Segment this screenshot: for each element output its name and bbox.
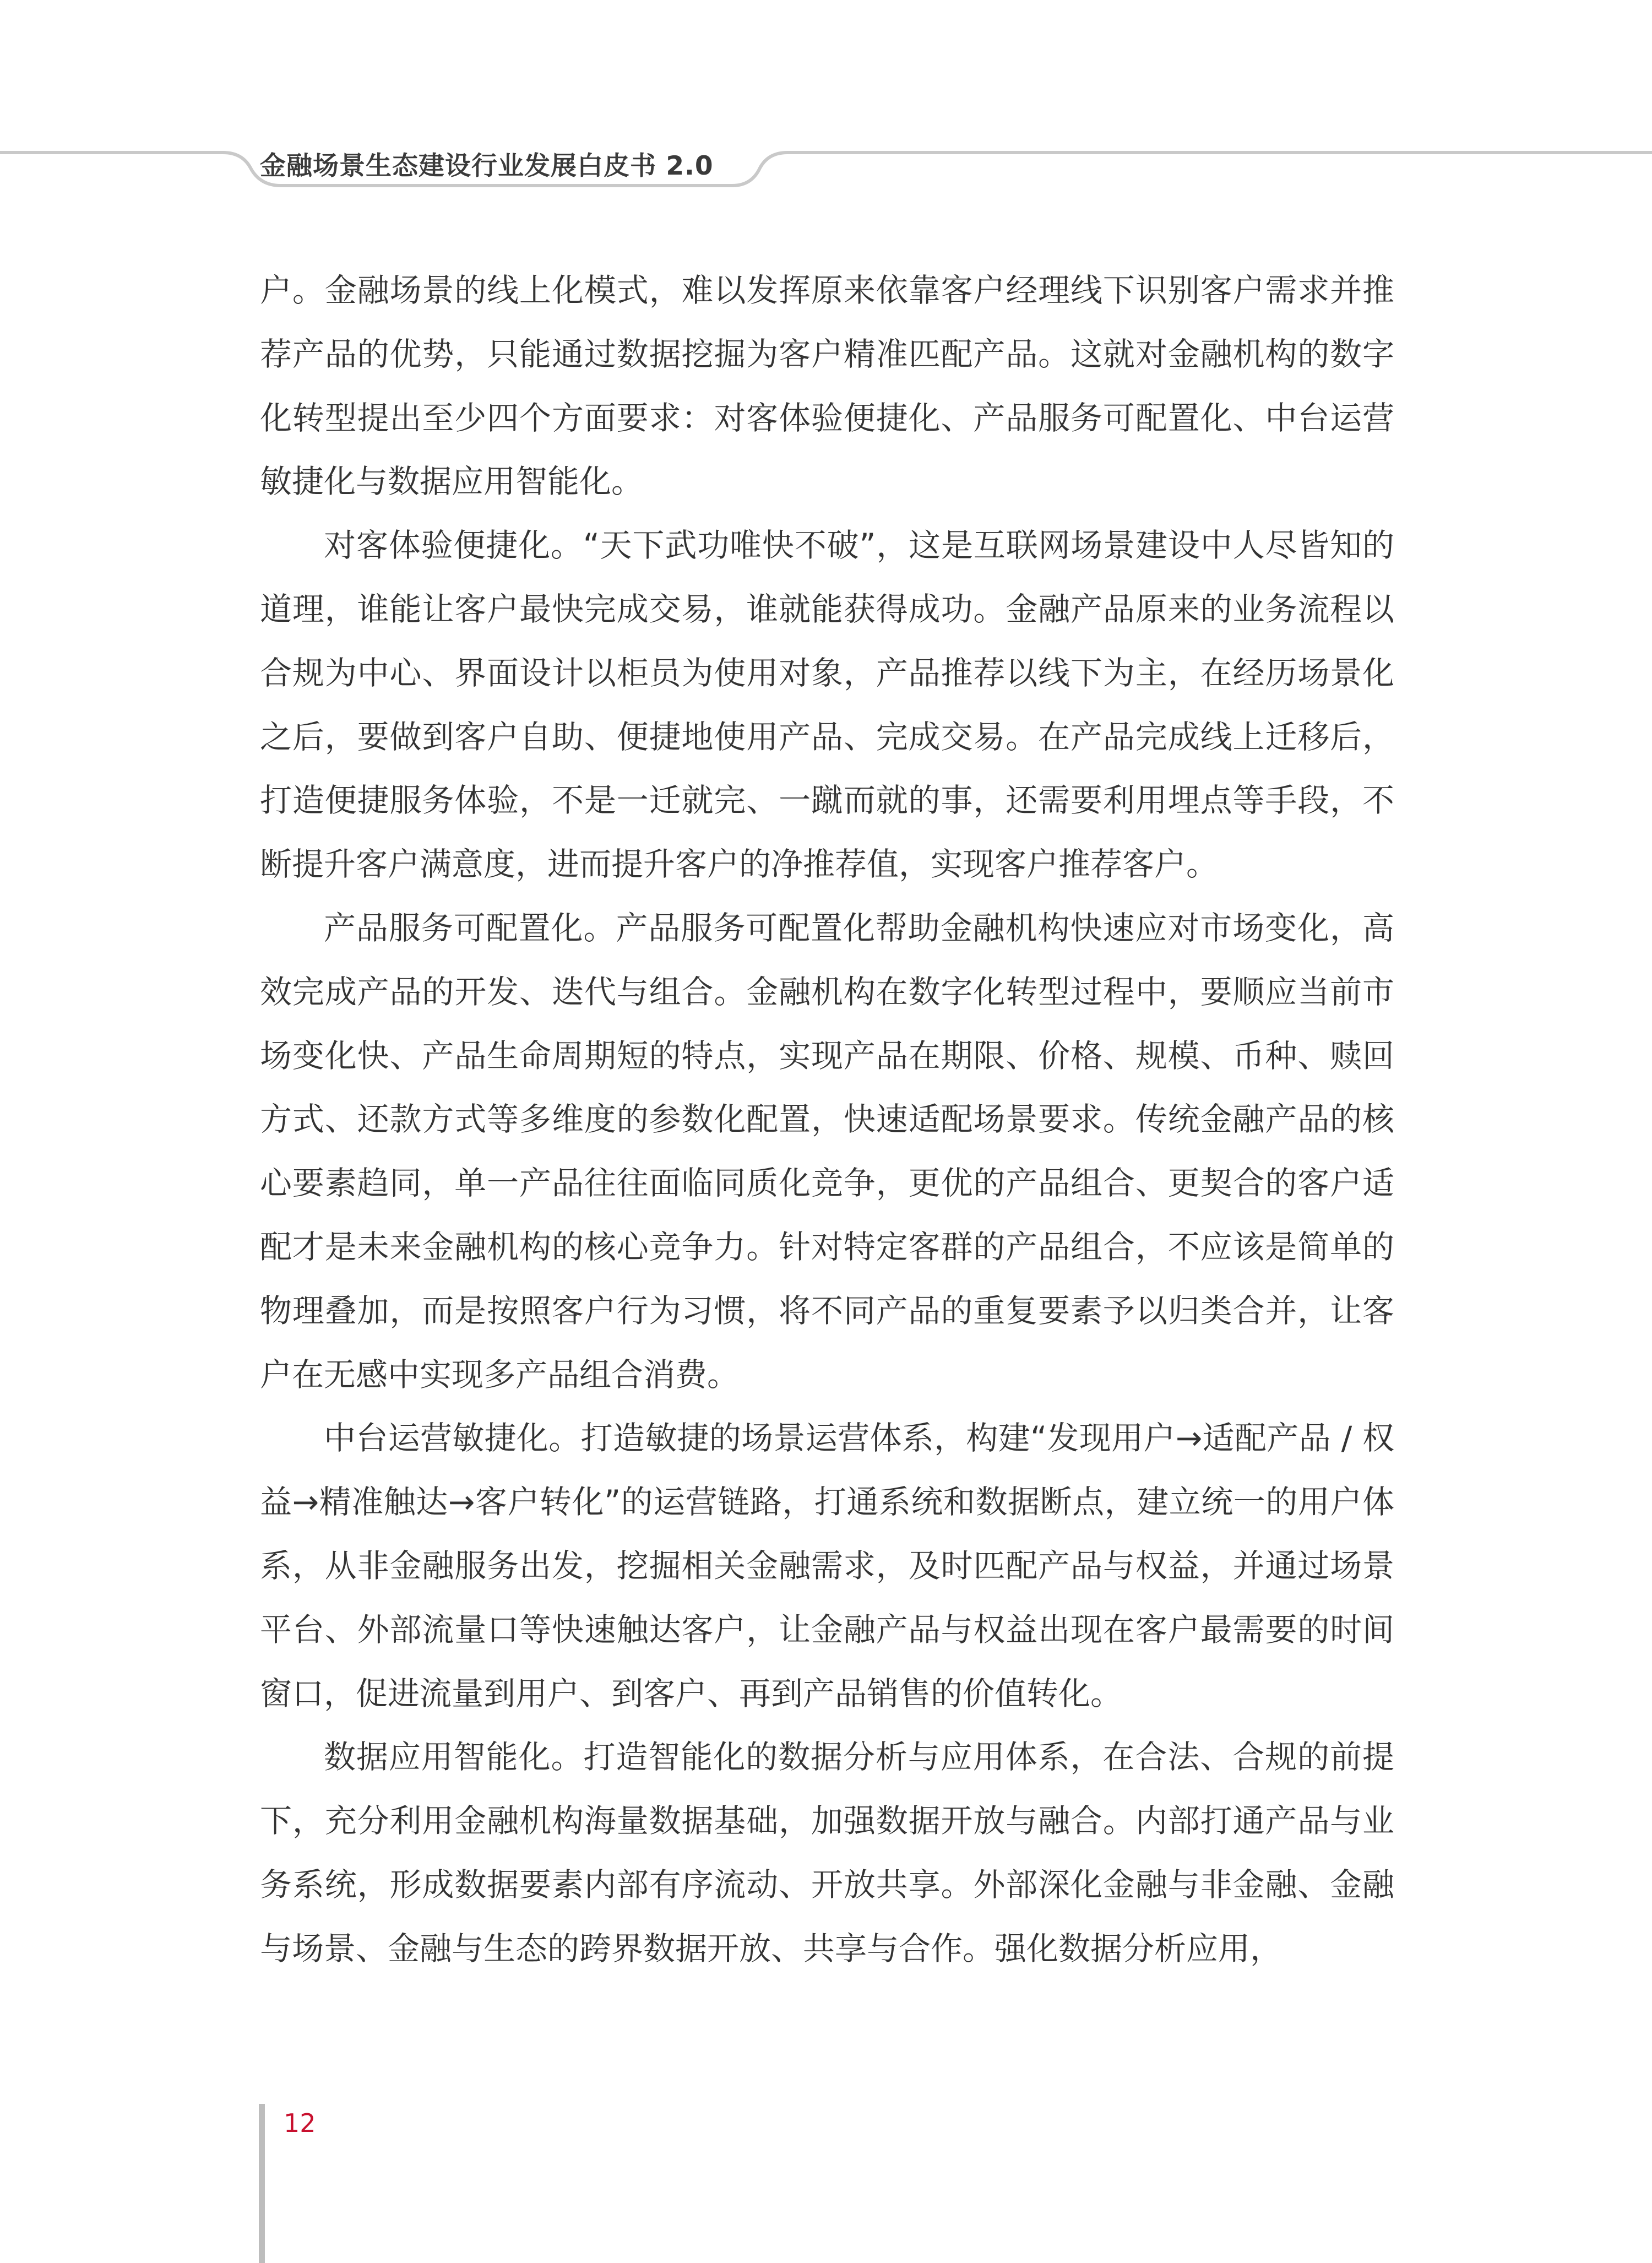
footer-accent-bar — [259, 2104, 265, 2263]
header-rule — [0, 153, 1652, 186]
paragraph-product-configuration: 产品服务可配置化。产品服务可配置化帮助金融机构快速应对市场变化，高效完成产品的开发、迭代与组合。金融机构在数字化转型过程中，要顺应当前市场变化快、产品生命周期短的特点，实现产品在期限、价格、规模、币种、赎回方式、还款方式等多维度的参数化配置，快速适配场景要求。传统金融产品的核心要素趋同，单一产品往往面临同质化竞争，更优的产品组合、更契合的客户适配才是未来金融机构的核心竞争力。针对特定客群的产品组合，不应该是简单的物理叠加，而是按照客户行为习惯，将不同产品的重复要素予以归类合并，让客户在无感中实现多产品组合消费。 — [260, 909, 1394, 1393]
body-text — [260, 259, 1394, 1981]
paragraph-customer-experience: 对客体验便捷化。“天下武功唯快不破”，这是互联网场景建设中人尽皆知的道理，谁能让客户最快完成交易，谁就能获得成功。金融产品原来的业务流程以合规为中心、界面设计以柜员为使用对象，产品推荐以线下为主，在经历场景化之后，要做到客户自助、便捷地使用产品、完成交易。在产品完成线上迁移后，打造便捷服务体验，不是一迁就完、一蹴而就的事，还需要利用埋点等手段，不断提升客户满意度，进而提升客户的净推荐值，实现客户推荐客户。 — [260, 527, 1394, 883]
running-header-title: 金融场景生态建设行业发展白皮书 2.0 — [260, 151, 714, 181]
header-frame — [0, 0, 1652, 220]
paragraph-middle-office-agility: 中台运营敏捷化。打造敏捷的场景运营体系，构建“发现用户→适配产品 / 权益→精准触达→客户转化”的运营链路，打通系统和数据断点，建立统一的用户体系，从非金融服务出发，挖掘相关金融需求，及时匹配产品与权益，并通过场景平台、外部流量口等快速触达客户，让金融产品与权益出现在客户最需要的时间窗口，促进流量到用户、到客户、再到产品销售的价值转化。 — [260, 1419, 1394, 1712]
paragraph-continuation: 户。金融场景的线上化模式，难以发挥原来依靠客户经理线下识别客户需求并推荐产品的优势，只能通过数据挖掘为客户精准匹配产品。这就对金融机构的数字化转型提出至少四个方面要求：对客体验便捷化、产品服务可配置化、中台运营敏捷化与数据应用智能化。 — [260, 272, 1394, 501]
paragraph-data-intelligence: 数据应用智能化。打造智能化的数据分析与应用体系，在合法、合规的前提下，充分利用金融机构海量数据基础，加强数据开放与融合。内部打通产品与业务系统，形成数据要素内部有序流动、开放共享。外部深化金融与非金融、金融与场景、金融与生态的跨界数据开放、共享与合作。强化数据分析应用， — [260, 1738, 1394, 1967]
page-number: 12 — [284, 2108, 316, 2138]
